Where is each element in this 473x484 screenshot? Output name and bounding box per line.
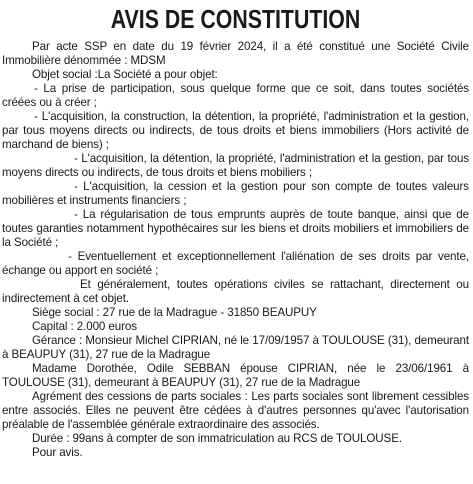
paragraph-objet-item-6: - Eventuellement et exceptionnellement l'aliénation de ses droits par vente, échange ou apport en société ; (2, 250, 469, 277)
paragraph-duree: Durée : 99ans à compter de son immatriculation au RCS de TOULOUSE. (32, 432, 402, 445)
paragraph-objet-item-4: - L'acquisition, la cession et la gestion pour son compte de toutes valeurs mobilières et instruments financiers ; (2, 180, 469, 207)
paragraph-pour-avis: Pour avis. (32, 446, 83, 459)
paragraph-objet-general: Et généralement, toutes opérations civiles se rattachant, directement ou indirectement à cet objet. (2, 278, 469, 305)
notice-body (2, 40, 469, 460)
paragraph-agrement: Agrément des cessions de parts sociales : Les parts sociales sont librement cessibles entre associés. Elles ne peuvent être cédées à d'autres personnes qu'avec l'autorisation préalable de l'assemblée générale extraordinaire des associés. (2, 390, 469, 431)
notice-title: AVIS DE CONSTITUTION (110, 4, 361, 34)
paragraph-objet-item-3: - L'acquisition, la détention, la propriété, l'administration et la gestion, par tous moyens directs ou indirects, de tous droits et biens mobiliers ; (2, 152, 469, 179)
paragraph-constitution: Par acte SSP en date du 19 février 2024, il a été constitué une Société Civile Immobilière dénommée : MDSM (2, 40, 469, 67)
paragraph-objet-item-2: - L'acquisition, la construction, la détention, la propriété, l'administration et la gestion, par tous moyens directs ou indirects, de tous droits et biens immobiliers (Hors activité de marchand de biens) ; (2, 110, 469, 151)
paragraph-capital: Capital : 2.000 euros (32, 320, 137, 333)
paragraph-gerance: Gérance : Monsieur Michel CIPRIAN, né le 17/09/1957 à TOULOUSE (31), demeurant à BEAUPUY (31), 27 rue de la Madrague (2, 334, 469, 361)
paragraph-gerance-second: Madame Dorothée, Odile SEBBAN épouse CIPRIAN, née le 23/06/1961 à TOULOUSE (31), demeurant à BEAUPUY (31), 27 rue de la Madrague (2, 362, 469, 389)
paragraph-objet-item-5: - La régularisation de tous emprunts auprès de toute banque, ainsi que de toutes garanties notamment hypothécaires sur les biens et droits mobiliers et immobiliers de la Société ; (2, 208, 469, 249)
paragraph-siege-social: Siège social : 27 rue de la Madrague - 31850 BEAUPUY (32, 306, 317, 319)
paragraph-objet-social: Objet social :La Société a pour objet: (32, 68, 218, 81)
paragraph-objet-item-1: - La prise de participation, sous quelque forme que ce soit, dans toutes sociétés créées ou à créer ; (2, 82, 469, 109)
